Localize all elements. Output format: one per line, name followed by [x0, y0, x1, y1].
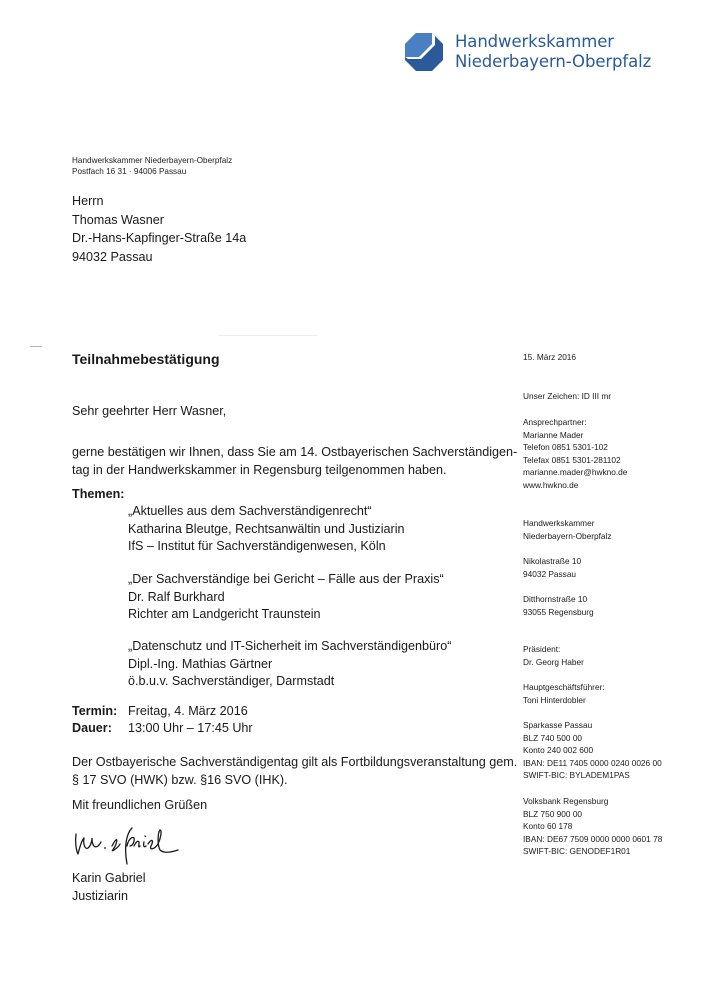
accreditation-note	[72, 754, 517, 789]
letter-title: Teilnahmebestätigung	[72, 351, 220, 367]
intro-line-2: tag in der Handwerkskammer in Regensburg teilgenommen haben.	[72, 462, 447, 477]
letterhead-org-line1: Handwerkskammer	[455, 32, 614, 51]
topic-affiliation: Richter am Landgericht Traunstein	[128, 607, 321, 621]
bank-name: Sparkasse Passau	[523, 720, 593, 730]
termin-row	[72, 703, 248, 721]
signature-image	[72, 824, 182, 866]
topic-affiliation: ö.b.u.v. Sachverständiger, Darmstadt	[128, 674, 335, 688]
letter-intro	[72, 444, 517, 479]
dauer-value: 13:00 Uhr – 17:45 Uhr	[128, 721, 253, 735]
address-city: 94032 Passau	[523, 568, 577, 579]
bank-iban: IBAN: DE11 7405 0000 0240 0026 00	[523, 757, 662, 768]
faint-rule	[218, 335, 318, 336]
bank-block-volksbank	[523, 795, 662, 858]
bank-block-sparkasse	[523, 719, 662, 782]
bank-blz: BLZ 750 900 00	[523, 808, 583, 819]
dauer-row	[72, 720, 253, 738]
contact-website: www.hwkno.de	[523, 479, 579, 490]
topic-item	[128, 571, 444, 624]
bank-bic: SWIFT-BIC: BYLADEM1PAS	[523, 770, 630, 781]
org-line: Handwerkskammer	[523, 518, 595, 528]
org-line: Niederbayern-Oberpfalz	[523, 530, 612, 541]
recipient-city: 94032 Passau	[72, 249, 153, 264]
closing: Mit freundlichen Grüßen	[72, 798, 208, 812]
address-passau	[523, 555, 581, 580]
topic-speaker: Katharina Bleutge, Rechtsanwältin und Justiziarin	[128, 521, 405, 536]
topic-title: „Der Sachverständige bei Gericht – Fälle aus der Praxis“	[128, 572, 444, 586]
letter-date: 15. März 2016	[523, 352, 577, 362]
fold-mark	[30, 346, 42, 347]
sender-line-1: Handwerkskammer Niederbayern-Oberpfalz	[72, 156, 233, 165]
dauer-label: Dauer:	[72, 721, 112, 735]
president-label: Präsident:	[523, 644, 561, 654]
recipient-street: Dr.-Hans-Kapfinger-Straße 14a	[72, 231, 247, 245]
bank-account: Konto 60 178	[523, 821, 573, 832]
ceo-block	[523, 681, 605, 706]
address-regensburg	[523, 593, 594, 618]
bank-iban: IBAN: DE67 7509 0000 0000 0601 78	[523, 833, 663, 844]
bank-blz: BLZ 740 500 00	[523, 732, 583, 743]
contact-name: Marianne Mader	[523, 429, 584, 440]
address-street: Ditthornstraße 10	[523, 594, 588, 604]
topic-speaker: Dipl.-Ing. Mathias Gärtner	[128, 656, 273, 671]
president-name: Dr. Georg Haber	[523, 656, 584, 667]
contact-email: marianne.mader@hwkno.de	[523, 467, 628, 478]
ceo-name: Toni Hinterdobler	[523, 694, 586, 705]
org-block	[523, 517, 612, 542]
letterhead-logo	[405, 31, 655, 77]
bank-bic: SWIFT-BIC: GENODEF1R01	[523, 846, 631, 857]
letterhead-org-line2: Niederbayern-Oberpfalz	[455, 52, 652, 71]
topic-title: „Aktuelles aus dem Sachverständigenrecht“	[128, 504, 372, 518]
address-street: Nikolastraße 10	[523, 556, 582, 566]
reference-code: Unser Zeichen: ID III mr	[523, 391, 612, 401]
signer-name: Karin Gabriel	[72, 871, 146, 885]
intro-line-1: gerne bestätigen wir Ihnen, dass Sie am 14. Ostbayerischen Sachverständigen-	[72, 445, 518, 459]
signer-block	[72, 870, 146, 905]
sender-line-2: Postfach 16 31 · 94006 Passau	[72, 166, 187, 176]
note-line-1: Der Ostbayerische Sachverständigentag gilt als Fortbildungsveranstaltung gem.	[72, 755, 518, 769]
themes-label: Themen:	[72, 487, 125, 501]
address-city: 93055 Regensburg	[523, 606, 594, 617]
president-block	[523, 643, 584, 668]
termin-label: Termin:	[72, 704, 118, 718]
topic-title: „Datenschutz und IT-Sicherheit im Sachverständigenbüro“	[128, 639, 452, 653]
termin-value: Freitag, 4. März 2016	[128, 704, 248, 718]
recipient-salutation: Herrn	[72, 194, 104, 208]
contact-label: Ansprechpartner:	[523, 417, 587, 427]
topic-item	[128, 503, 405, 556]
letterhead-org-name	[455, 32, 651, 72]
bank-account: Konto 240 002 600	[523, 745, 594, 756]
contact-block	[523, 416, 627, 492]
contact-fax: Telefax 0851 5301-281102	[523, 454, 621, 465]
bank-name: Volksbank Regensburg	[523, 796, 609, 806]
letter-greeting: Sehr geehrter Herr Wasner,	[72, 404, 227, 418]
topic-item	[128, 638, 451, 691]
topic-speaker: Dr. Ralf Burkhard	[128, 589, 225, 604]
topic-affiliation: IfS – Institut für Sachverständigenwesen, Köln	[128, 539, 386, 553]
recipient-address	[72, 192, 246, 266]
ceo-label: Hauptgeschäftsführer:	[523, 682, 605, 692]
contact-phone: Telefon 0851 5301-102	[523, 442, 608, 453]
hwk-logo-icon	[405, 33, 443, 71]
signer-title: Justiziarin	[72, 888, 128, 903]
note-line-2: § 17 SVO (HWK) bzw. §16 SVO (IHK).	[72, 772, 288, 787]
sender-address	[72, 156, 232, 177]
recipient-name: Thomas Wasner	[72, 212, 164, 227]
